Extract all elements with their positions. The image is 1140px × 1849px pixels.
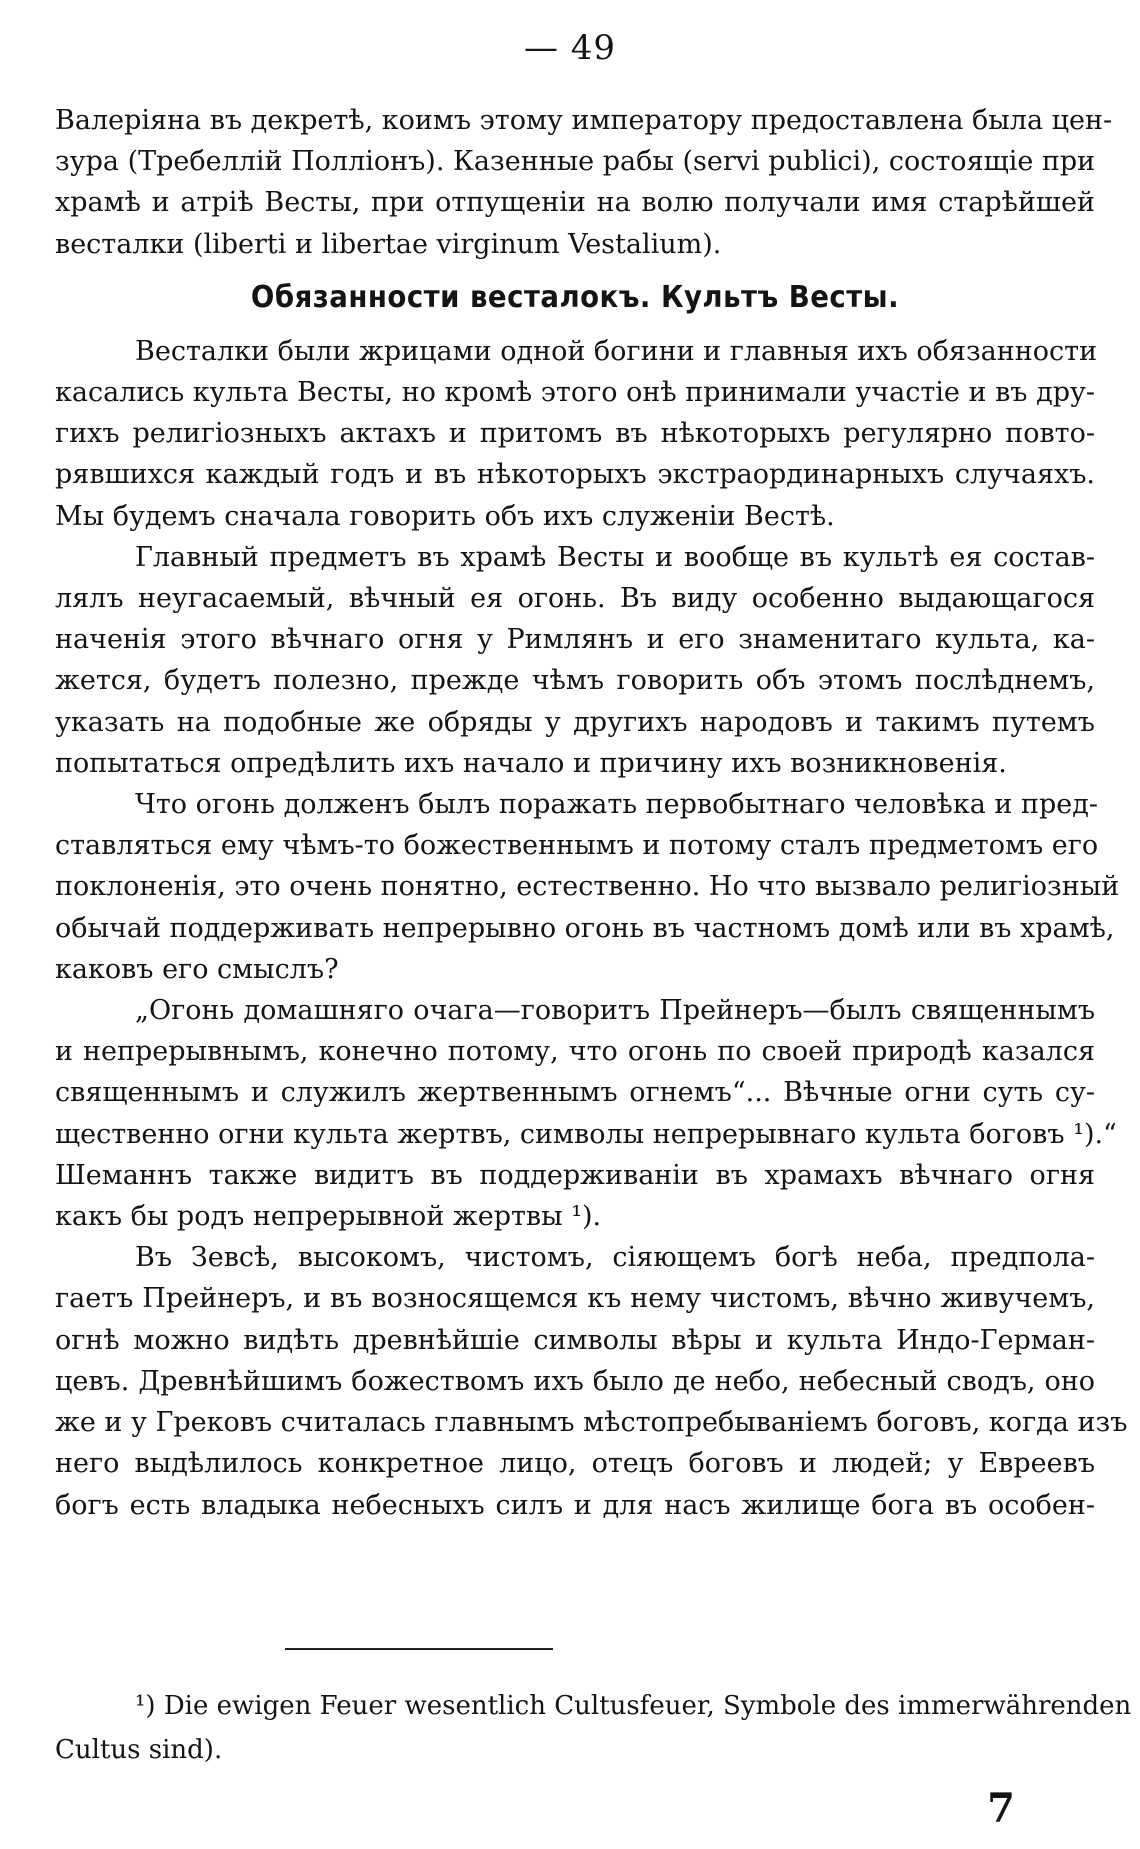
text-line: богъ есть владыка небесныхъ силъ и для насъ жилище бога въ особен- [55,1489,1095,1521]
text-line: Весталки были жрицами одной богини и главныя ихъ обязанности [135,335,1098,367]
text-line: Шеманнъ также видитъ въ поддерживаніи въ храмахъ вѣчнаго огня [55,1159,1095,1191]
paragraph [55,331,1098,537]
text-line: поклоненія, это очень понятно, естественно. Но что вызвало религіозный [55,871,1120,903]
text-line: Что огонь долженъ былъ поражать первобытнаго человѣка и пред- [135,789,1098,821]
text-line: лялъ неугасаемый, вѣчный ея огонь. Въ виду особенно выдающагося [55,583,1095,615]
paragraph [55,100,1113,265]
paragraph [55,990,1117,1237]
text-line: цевъ. Древнѣйшимъ божествомъ ихъ было де небо, небесный сводъ, оно [55,1365,1095,1397]
text-line: Въ Зевсѣ, высокомъ, чистомъ, сіяющемъ богѣ неба, предпола- [135,1242,1095,1274]
text-line: попытаться опредѣлить ихъ начало и причину ихъ возникновенія. [55,747,1007,779]
body-text [55,100,1128,1526]
paragraph [55,784,1120,990]
text-line: касались культа Весты, но кромѣ этого онѣ принимали участіе и въ дру- [55,377,1095,409]
text-line: указать на подобные же обряды у другихъ народовъ и такимъ путемъ [55,706,1095,738]
text-line: и непрерывнымъ, конечно потому, что огонь по своей природѣ казался [55,1036,1095,1068]
footnote-line: ¹) Die ewigen Feuer wesentlich Cultusfeuer, Symbole des immerwährenden [135,1691,1132,1721]
text-line: рявшихся каждый годъ и въ нѣкоторыхъ экстраординарныхъ случаяхъ. [55,459,1095,491]
text-line: наченія этого вѣчнаго огня у Римлянъ и его знаменитаго культа, ка- [55,624,1095,656]
text-line: гаетъ Прейнеръ, и въ возносящемся къ нему чистомъ, вѣчно живучемъ, [55,1283,1095,1315]
text-line: щественно огни культа жертвъ, символы непрерывнаго культа боговъ ¹).“ [55,1118,1117,1150]
text-line: весталки (liberti и libertae virginum Vestalium). [55,228,722,260]
paragraph [55,1237,1128,1525]
text-line: Валеріяна въ декретѣ, коимъ этому императору предоставлена была цен- [55,105,1113,136]
text-line: же и у Грековъ считалась главнымъ мѣстопребываніемъ боговъ, когда изъ [55,1407,1128,1439]
text-line: зура (Требеллій Полліонъ). Казенные рабы (servi publici), состоящіе при [55,146,1096,178]
paragraph [55,537,1095,784]
text-line: „Огонь домашняго очага—говоритъ Прейнеръ—былъ священнымъ [135,995,1095,1027]
footnote [55,1684,1132,1772]
text-line: обычай поддерживать непрерывно огонь въ частномъ домѣ или въ храмѣ, [55,912,1115,944]
signature-mark: 7 [987,1785,1015,1832]
footnote-line: Cultus sind). [55,1735,223,1765]
text-line: него выдѣлилось конкретное лицо, отецъ боговъ и людей; у Евреевъ [55,1448,1095,1480]
text-line: Главный предметъ въ храмѣ Весты и вообще въ культѣ ея состав- [135,541,1095,573]
footnote-divider [285,1648,553,1650]
text-line: жется, будетъ полезно, прежде чѣмъ говорить объ этомъ послѣднемъ, [55,665,1095,697]
text-line: каковъ его смыслъ? [55,953,339,985]
text-line: ставляться ему чѣмъ-то божественнымъ и потому сталъ предметомъ его [55,830,1099,862]
section-heading: Обязанности весталокъ. Культъ Весты. [250,279,900,315]
text-line: храмѣ и атріѣ Весты, при отпущеніи на волю получали имя старѣйшей [55,187,1095,219]
text-line: огнѣ можно видѣть древнѣйшіе символы вѣры и культа Индо-Герман- [55,1324,1095,1356]
text-line: Мы будемъ сначала говорить объ ихъ служеніи Вестѣ. [55,500,835,532]
text-line: священнымъ и служилъ жертвеннымъ огнемъ“... Вѣчные огни суть су- [55,1077,1095,1109]
page-number: — 49 [523,28,617,68]
text-line: гихъ религіозныхъ актахъ и притомъ въ нѣкоторыхъ регулярно повто- [55,418,1095,450]
text-line: какъ бы родъ непрерывной жертвы ¹). [55,1201,602,1233]
